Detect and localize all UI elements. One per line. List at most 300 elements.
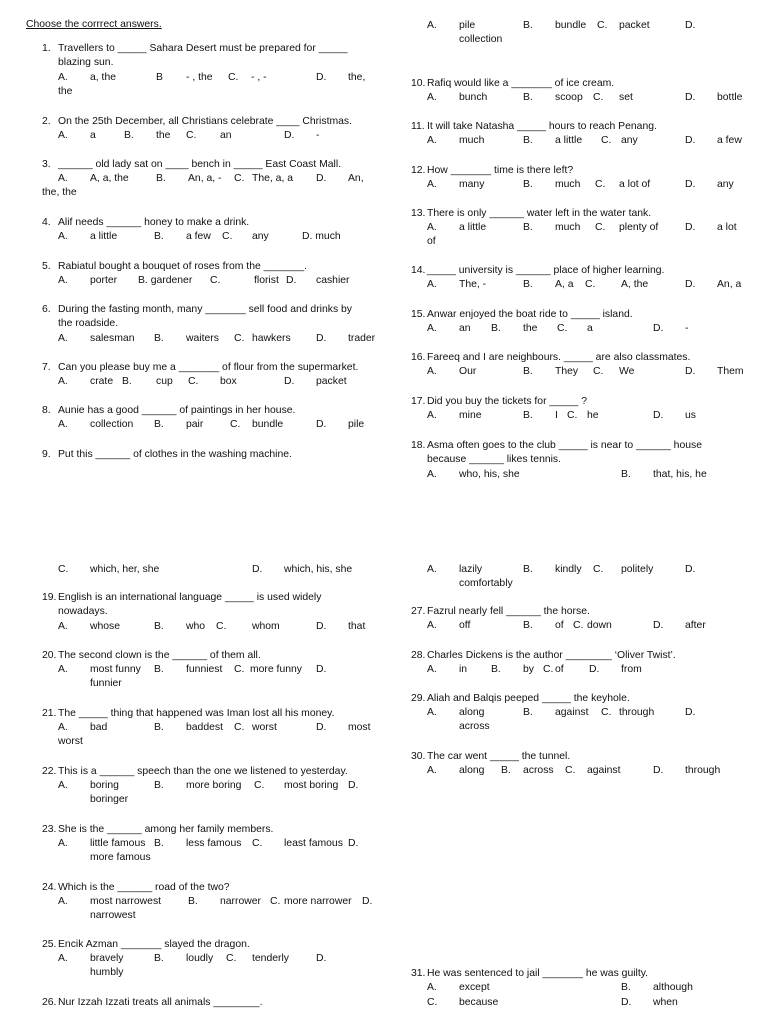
option-c-letter: C.: [593, 564, 604, 575]
option-b-text: a little: [555, 135, 583, 146]
option-b-letter: B.: [523, 222, 533, 233]
option-b-letter: B.: [154, 621, 164, 632]
option-c-text: more funny: [250, 664, 302, 675]
option-b-text: B. gardener: [138, 275, 193, 286]
option-d-letter: D.: [685, 366, 696, 377]
question-text: How _______ time is there left?: [427, 165, 574, 176]
option-b-text: waiters: [186, 333, 219, 344]
option-a-letter: A.: [427, 765, 437, 776]
option-a-letter: A.: [427, 664, 437, 675]
option-c-letter: C.: [270, 896, 281, 907]
option-b-text: cup: [156, 376, 173, 387]
option-d-letter: D.: [316, 333, 327, 344]
question-number: 24.: [42, 882, 57, 893]
option-a-text: an: [459, 323, 471, 334]
option-d-text: bottle: [717, 92, 743, 103]
option-c-text: any: [621, 135, 638, 146]
question-number: 20.: [42, 650, 57, 661]
option-d-text-wrap: across: [459, 721, 490, 732]
option-d-letter: D.: [653, 620, 664, 631]
question-text-line2: the roadside.: [58, 318, 119, 329]
option-d-text-wrap: funnier: [90, 678, 122, 689]
option-b-letter: B.: [154, 664, 164, 675]
option-b-letter: B: [156, 72, 163, 83]
option-b-letter: B.: [154, 953, 164, 964]
question-text: Fazrul nearly fell ______ the horse.: [427, 606, 590, 617]
option-a-text-wrap: collection: [459, 34, 503, 45]
option-a-letter: A.: [58, 130, 68, 141]
option-b-letter: B.: [523, 279, 533, 290]
option-d-letter: D.: [316, 72, 327, 83]
option-c-letter: C.: [234, 173, 245, 184]
option-c-text: an: [220, 130, 232, 141]
option-d-letter: D.: [348, 780, 359, 791]
option-d-letter: D.: [316, 722, 327, 733]
question-text: This is a ______ speech than the one we listened to yesterday.: [58, 766, 348, 777]
option-c-letter: C.: [186, 130, 197, 141]
option-c-letter: C.: [252, 838, 263, 849]
option-b-text: more boring: [186, 780, 242, 791]
question-number: 8.: [42, 405, 51, 416]
question-text: ______ old lady sat on ____ bench in _____ East Coast Mall.: [58, 159, 342, 170]
option-c-text: which, her, she: [90, 564, 160, 575]
option-a-letter: A.: [58, 419, 68, 430]
option-a-text: a: [90, 130, 96, 141]
option-c-text: tenderly: [252, 953, 289, 964]
option-c-text: A, the: [621, 279, 649, 290]
option-c-letter: C.: [254, 780, 265, 791]
option-d-letter: D.: [286, 275, 297, 286]
option-c-letter: C.: [595, 179, 606, 190]
option-d-text: a lot: [717, 222, 737, 233]
question-text: It will take Natasha _____ hours to reach Penang.: [427, 121, 657, 132]
question-text: During the fasting month, many _______ sell food and drinks by: [58, 304, 353, 315]
option-d-letter: D.: [685, 179, 696, 190]
question-text: Can you please buy me a _______ of flour from the supermarket.: [58, 362, 359, 373]
question-text-line2: nowadays.: [58, 606, 108, 617]
option-c-text: We: [619, 366, 635, 377]
option-b-text: much: [555, 179, 581, 190]
option-b-letter: B.: [523, 366, 533, 377]
option-a-letter: A.: [58, 173, 68, 184]
option-d-letter: D.: [316, 419, 327, 430]
option-a-letter: A.: [427, 982, 437, 993]
option-a-text: salesman: [90, 333, 135, 344]
option-d-letter: D.: [685, 92, 696, 103]
question-number: 26.: [42, 997, 57, 1008]
option-b-text: less famous: [186, 838, 242, 849]
option-b-text: although: [653, 982, 693, 993]
option-d-letter: D.: [685, 707, 696, 718]
option-a-text: bunch: [459, 92, 488, 103]
question-text: She is the ______ among her family members.: [58, 824, 274, 835]
option-a-text: most funny: [90, 664, 141, 675]
option-a-text: crate: [90, 376, 114, 387]
option-b-letter: B.: [491, 323, 501, 334]
option-c-text: florist: [254, 275, 279, 286]
option-d-letter: D.: [653, 410, 664, 421]
option-a-letter: A.: [427, 279, 437, 290]
option-a-text: off: [459, 620, 471, 631]
option-c-text: against: [587, 765, 621, 776]
option-b-text: - , the: [186, 72, 213, 83]
question-number: 28.: [411, 650, 426, 661]
question-text-line2: because ______ likes tennis.: [427, 454, 562, 465]
option-b-letter: B.: [523, 92, 533, 103]
option-b-letter: B.: [523, 564, 533, 575]
option-d-letter: D.: [362, 896, 373, 907]
option-a-letter: A.: [427, 20, 437, 31]
option-c-letter: C.: [234, 664, 245, 675]
question-text: Alif needs ______ honey to make a drink.: [58, 217, 250, 228]
question-text: The _____ thing that happened was Iman lost all his money.: [58, 708, 335, 719]
option-d-text: D. much: [302, 231, 341, 242]
option-c-text: whom: [252, 621, 280, 632]
option-c-letter: C.: [593, 366, 604, 377]
option-b-letter: B.: [154, 333, 164, 344]
option-d-letter: D.: [589, 664, 600, 675]
option-d-text-wrap: boringer: [90, 794, 129, 805]
question-text-line2: blazing sun.: [58, 57, 114, 68]
option-c-text: bundle: [252, 419, 284, 430]
option-a-text: along: [459, 707, 485, 718]
question-number: 4.: [42, 217, 51, 228]
option-a-text: along: [459, 765, 485, 776]
option-c-letter: C.: [216, 621, 227, 632]
option-b-text: the: [523, 323, 538, 334]
option-c-text: of: [555, 664, 564, 675]
option-d-text: cashier: [316, 275, 350, 286]
question-text: The car went _____ the tunnel.: [427, 751, 571, 762]
option-d-text-wrap: of: [427, 236, 436, 247]
option-b-text: of: [555, 620, 564, 631]
option-b-letter: B.: [156, 173, 166, 184]
option-a-letter: A.: [427, 707, 437, 718]
option-d-letter: D.: [685, 135, 696, 146]
option-a-text: except: [459, 982, 490, 993]
option-a-letter: A.: [58, 664, 68, 675]
option-a-letter: A.: [58, 231, 68, 242]
option-d-text: us: [685, 410, 696, 421]
question-number: 19.: [42, 592, 57, 603]
option-a-letter: A.: [427, 410, 437, 421]
option-a-letter: A.: [58, 621, 68, 632]
option-c-letter: C.: [543, 664, 554, 675]
option-a-text: much: [459, 135, 485, 146]
option-c-letter: C.: [234, 722, 245, 733]
option-d-text: after: [685, 620, 706, 631]
option-c-letter: C.: [557, 323, 568, 334]
question-text: English is an international language _____ is used widely: [58, 592, 322, 603]
question-number: 5.: [42, 261, 51, 272]
option-d-text: most: [348, 722, 371, 733]
option-d-text-wrap: the, the: [42, 187, 77, 198]
option-c-text: box: [220, 376, 237, 387]
option-b-text: An, a, -: [188, 173, 222, 184]
option-b-text: much: [555, 222, 581, 233]
option-a-text: The, -: [459, 279, 487, 290]
option-a-text: bravely: [90, 953, 124, 964]
option-d-text: An,: [348, 173, 364, 184]
option-a-letter: A.: [427, 222, 437, 233]
option-d-letter: D.: [284, 376, 295, 387]
option-d-text: trader: [348, 333, 376, 344]
option-b-letter: B.: [523, 135, 533, 146]
option-d-text: -: [685, 323, 689, 334]
question-number: 2.: [42, 116, 51, 127]
option-b-letter: B.: [154, 231, 164, 242]
option-a-text: pile: [459, 20, 476, 31]
option-b-letter: B.: [491, 664, 501, 675]
option-d-text: pile: [348, 419, 365, 430]
option-a-text: who, his, she: [459, 469, 520, 480]
option-b-letter: B.: [154, 722, 164, 733]
option-b-text: pair: [186, 419, 204, 430]
question-text: He was sentenced to jail _______ he was guilty.: [427, 968, 649, 979]
option-b-text: bundle: [555, 20, 587, 31]
option-b-letter: B.: [154, 419, 164, 430]
question-number: 27.: [411, 606, 426, 617]
question-number: 31.: [411, 968, 426, 979]
question-text: Did you buy the tickets for _____ ?: [427, 396, 587, 407]
option-a-text: whose: [90, 621, 121, 632]
option-c-text: - , -: [251, 72, 267, 83]
option-c-letter: C.: [601, 707, 612, 718]
question-number: 10.: [411, 78, 426, 89]
option-b-letter: B.: [154, 838, 164, 849]
option-d-letter: D.: [316, 953, 327, 964]
option-c-letter: C.: [228, 72, 239, 83]
option-d-text: packet: [316, 376, 347, 387]
option-c-text: he: [587, 410, 599, 421]
question-number: 7.: [42, 362, 51, 373]
option-d-text: Them: [717, 366, 744, 377]
option-c-text: The, a, a: [252, 173, 294, 184]
question-number: 18.: [411, 440, 426, 451]
question-number: 30.: [411, 751, 426, 762]
option-b-letter: B.: [523, 410, 533, 421]
option-b-letter: B.: [523, 20, 533, 31]
option-a-text-wrap: comfortably: [459, 578, 513, 589]
option-c-text: a: [587, 323, 593, 334]
question-number: 22.: [42, 766, 57, 777]
option-b-text: that, his, he: [653, 469, 707, 480]
question-text: Charles Dickens is the author ________ ‘Oliver Twist’.: [427, 650, 676, 661]
option-d-letter: D.: [252, 564, 263, 575]
option-c-text: because: [459, 997, 499, 1008]
option-a-text: Our: [459, 366, 477, 377]
option-a-text: little famous: [90, 838, 146, 849]
option-b-text: the: [156, 130, 171, 141]
question-number: 15.: [411, 309, 426, 320]
option-a-letter: A.: [58, 333, 68, 344]
option-b-letter: B.: [621, 982, 631, 993]
option-a-letter: A.: [427, 620, 437, 631]
question-text: The second clown is the ______ of them all.: [58, 650, 261, 661]
option-b-text: I: [555, 410, 558, 421]
question-number: 16.: [411, 352, 426, 363]
option-c-letter: C.: [597, 20, 608, 31]
option-c-letter: C.: [210, 275, 221, 286]
option-c-letter: C.: [593, 92, 604, 103]
option-d-text: which, his, she: [284, 564, 353, 575]
option-a-letter: A.: [427, 135, 437, 146]
option-a-text: lazily: [459, 564, 483, 575]
option-a-letter: A.: [58, 953, 68, 964]
option-d-text: through: [685, 765, 721, 776]
question-text: Which is the ______ road of the two?: [58, 882, 230, 893]
option-d-text-wrap: humbly: [90, 967, 124, 978]
option-d-text-wrap: worst: [58, 736, 83, 747]
option-d-letter: D.: [685, 222, 696, 233]
option-c-letter: C.: [234, 333, 245, 344]
option-c-text: most boring: [284, 780, 339, 791]
question-text: On the 25th December, all Christians celebrate ____ Christmas.: [58, 116, 352, 127]
question-text: Nur Izzah Izzati treats all animals ________.: [58, 997, 263, 1008]
option-a-letter: A.: [427, 366, 437, 377]
option-b-letter: B.: [124, 130, 134, 141]
question-text: Fareeq and I are neighbours. _____ are also classmates.: [427, 352, 691, 363]
option-b-letter: B.: [523, 179, 533, 190]
option-d-letter: D.: [316, 664, 327, 675]
option-a-letter: A.: [427, 323, 437, 334]
option-b-text: across: [523, 765, 554, 776]
option-b-text: scoop: [555, 92, 583, 103]
option-c-text: any: [252, 231, 269, 242]
option-b-text: baddest: [186, 722, 223, 733]
question-text: Asma often goes to the club _____ is near to ______ house: [427, 440, 702, 451]
option-b-text: by: [523, 664, 534, 675]
option-c-letter: C.: [585, 279, 596, 290]
question-number: 3.: [42, 159, 51, 170]
option-c-letter: C.: [427, 997, 438, 1008]
question-text: Encik Azman _______ slayed the dragon.: [58, 939, 250, 950]
option-b-text: a few: [186, 231, 211, 242]
question-number: 25.: [42, 939, 57, 950]
question-number: 12.: [411, 165, 426, 176]
option-b-text: who: [186, 621, 206, 632]
option-a-text: a little: [459, 222, 487, 233]
option-d-text: that: [348, 621, 366, 632]
option-c-text: hawkers: [252, 333, 291, 344]
option-c-letter: C.: [188, 376, 199, 387]
option-a-text: A, a, the: [90, 173, 129, 184]
option-a-letter: A.: [58, 72, 68, 83]
option-a-text: most narrowest: [90, 896, 162, 907]
option-a-text: in: [459, 664, 468, 675]
option-d-text-wrap: more famous: [90, 852, 151, 863]
option-b-text: against: [555, 707, 589, 718]
option-b-text: funniest: [186, 664, 223, 675]
question-number: 29.: [411, 693, 426, 704]
option-d-text: from: [621, 664, 642, 675]
option-a-text: collection: [90, 419, 134, 430]
option-b-text: A, a: [555, 279, 574, 290]
option-a-letter: A.: [427, 469, 437, 480]
question-number: 1.: [42, 43, 51, 54]
question-number: 11.: [411, 121, 425, 132]
question-number: 13.: [411, 208, 426, 219]
option-a-letter: A.: [58, 780, 68, 791]
option-d-letter: D.: [685, 564, 696, 575]
option-d-letter: D.: [316, 173, 327, 184]
option-d-text: the,: [348, 72, 366, 83]
option-b-letter: B.: [188, 896, 198, 907]
option-c-text: down: [587, 620, 612, 631]
option-a-letter: A.: [427, 564, 437, 575]
question-number: 17.: [411, 396, 426, 407]
option-d-letter: D.: [653, 323, 664, 334]
option-c-text: packet: [619, 20, 650, 31]
option-d-letter: D.: [316, 621, 327, 632]
option-a-letter: A.: [58, 376, 68, 387]
question-number: 21.: [42, 708, 57, 719]
option-d-text: any: [717, 179, 734, 190]
option-a-letter: A.: [58, 275, 68, 286]
option-a-text: a little: [90, 231, 118, 242]
option-d-letter: D.: [284, 130, 295, 141]
option-d-text: a few: [717, 135, 742, 146]
question-text: Rabiatul bought a bouquet of roses from the _______.: [58, 261, 307, 272]
option-a-text: porter: [90, 275, 118, 286]
question-text: Rafiq would like a _______ of ice cream.: [427, 78, 615, 89]
option-c-text: least famous: [284, 838, 343, 849]
question-text: Travellers to _____ Sahara Desert must be prepared for _____: [58, 43, 348, 54]
option-c-letter: C.: [565, 765, 576, 776]
question-text: Aliah and Balqis peeped _____ the keyhole.: [427, 693, 630, 704]
option-c-text: a lot of: [619, 179, 651, 190]
option-a-letter: A.: [427, 179, 437, 190]
option-b-letter: B.: [122, 376, 132, 387]
option-c-letter: C.: [226, 953, 237, 964]
option-c-letter: C.: [58, 564, 69, 575]
option-b-letter: B.: [501, 765, 511, 776]
question-number: 9.: [42, 449, 51, 460]
option-a-letter: A.: [427, 92, 437, 103]
option-a-text: boring: [90, 780, 119, 791]
option-c-letter: C.: [573, 620, 584, 631]
option-b-text: kindly: [555, 564, 582, 575]
option-c-letter: C.: [567, 410, 578, 421]
option-d-letter: D.: [685, 279, 696, 290]
option-d-letter: D.: [348, 838, 359, 849]
option-a-letter: A.: [58, 838, 68, 849]
option-a-text: many: [459, 179, 485, 190]
option-c-letter: C.: [601, 135, 612, 146]
option-d-text-wrap: the: [58, 86, 73, 97]
option-d-text: An, a: [717, 279, 742, 290]
option-b-letter: B.: [523, 707, 533, 718]
option-d-letter: D.: [685, 20, 696, 31]
question-number: 14.: [411, 265, 426, 276]
question-text: Anwar enjoyed the boat ride to _____ island.: [427, 309, 633, 320]
question-text: _____ university is ______ place of higher learning.: [427, 265, 665, 276]
option-d-letter: D.: [653, 765, 664, 776]
option-c-text: through: [619, 707, 655, 718]
option-c-text: more narrower: [284, 896, 352, 907]
option-a-letter: A.: [58, 722, 68, 733]
option-a-text: mine: [459, 410, 482, 421]
option-d-letter: D.: [621, 997, 632, 1008]
option-c-text: worst: [252, 722, 277, 733]
option-a-text: bad: [90, 722, 108, 733]
option-b-letter: B.: [154, 780, 164, 791]
question-text: Put this ______ of clothes in the washing machine.: [58, 449, 292, 460]
option-c-letter: C.: [222, 231, 233, 242]
option-a-text: a, the: [90, 72, 116, 83]
option-b-text: loudly: [186, 953, 214, 964]
option-c-text: plenty of: [619, 222, 659, 233]
